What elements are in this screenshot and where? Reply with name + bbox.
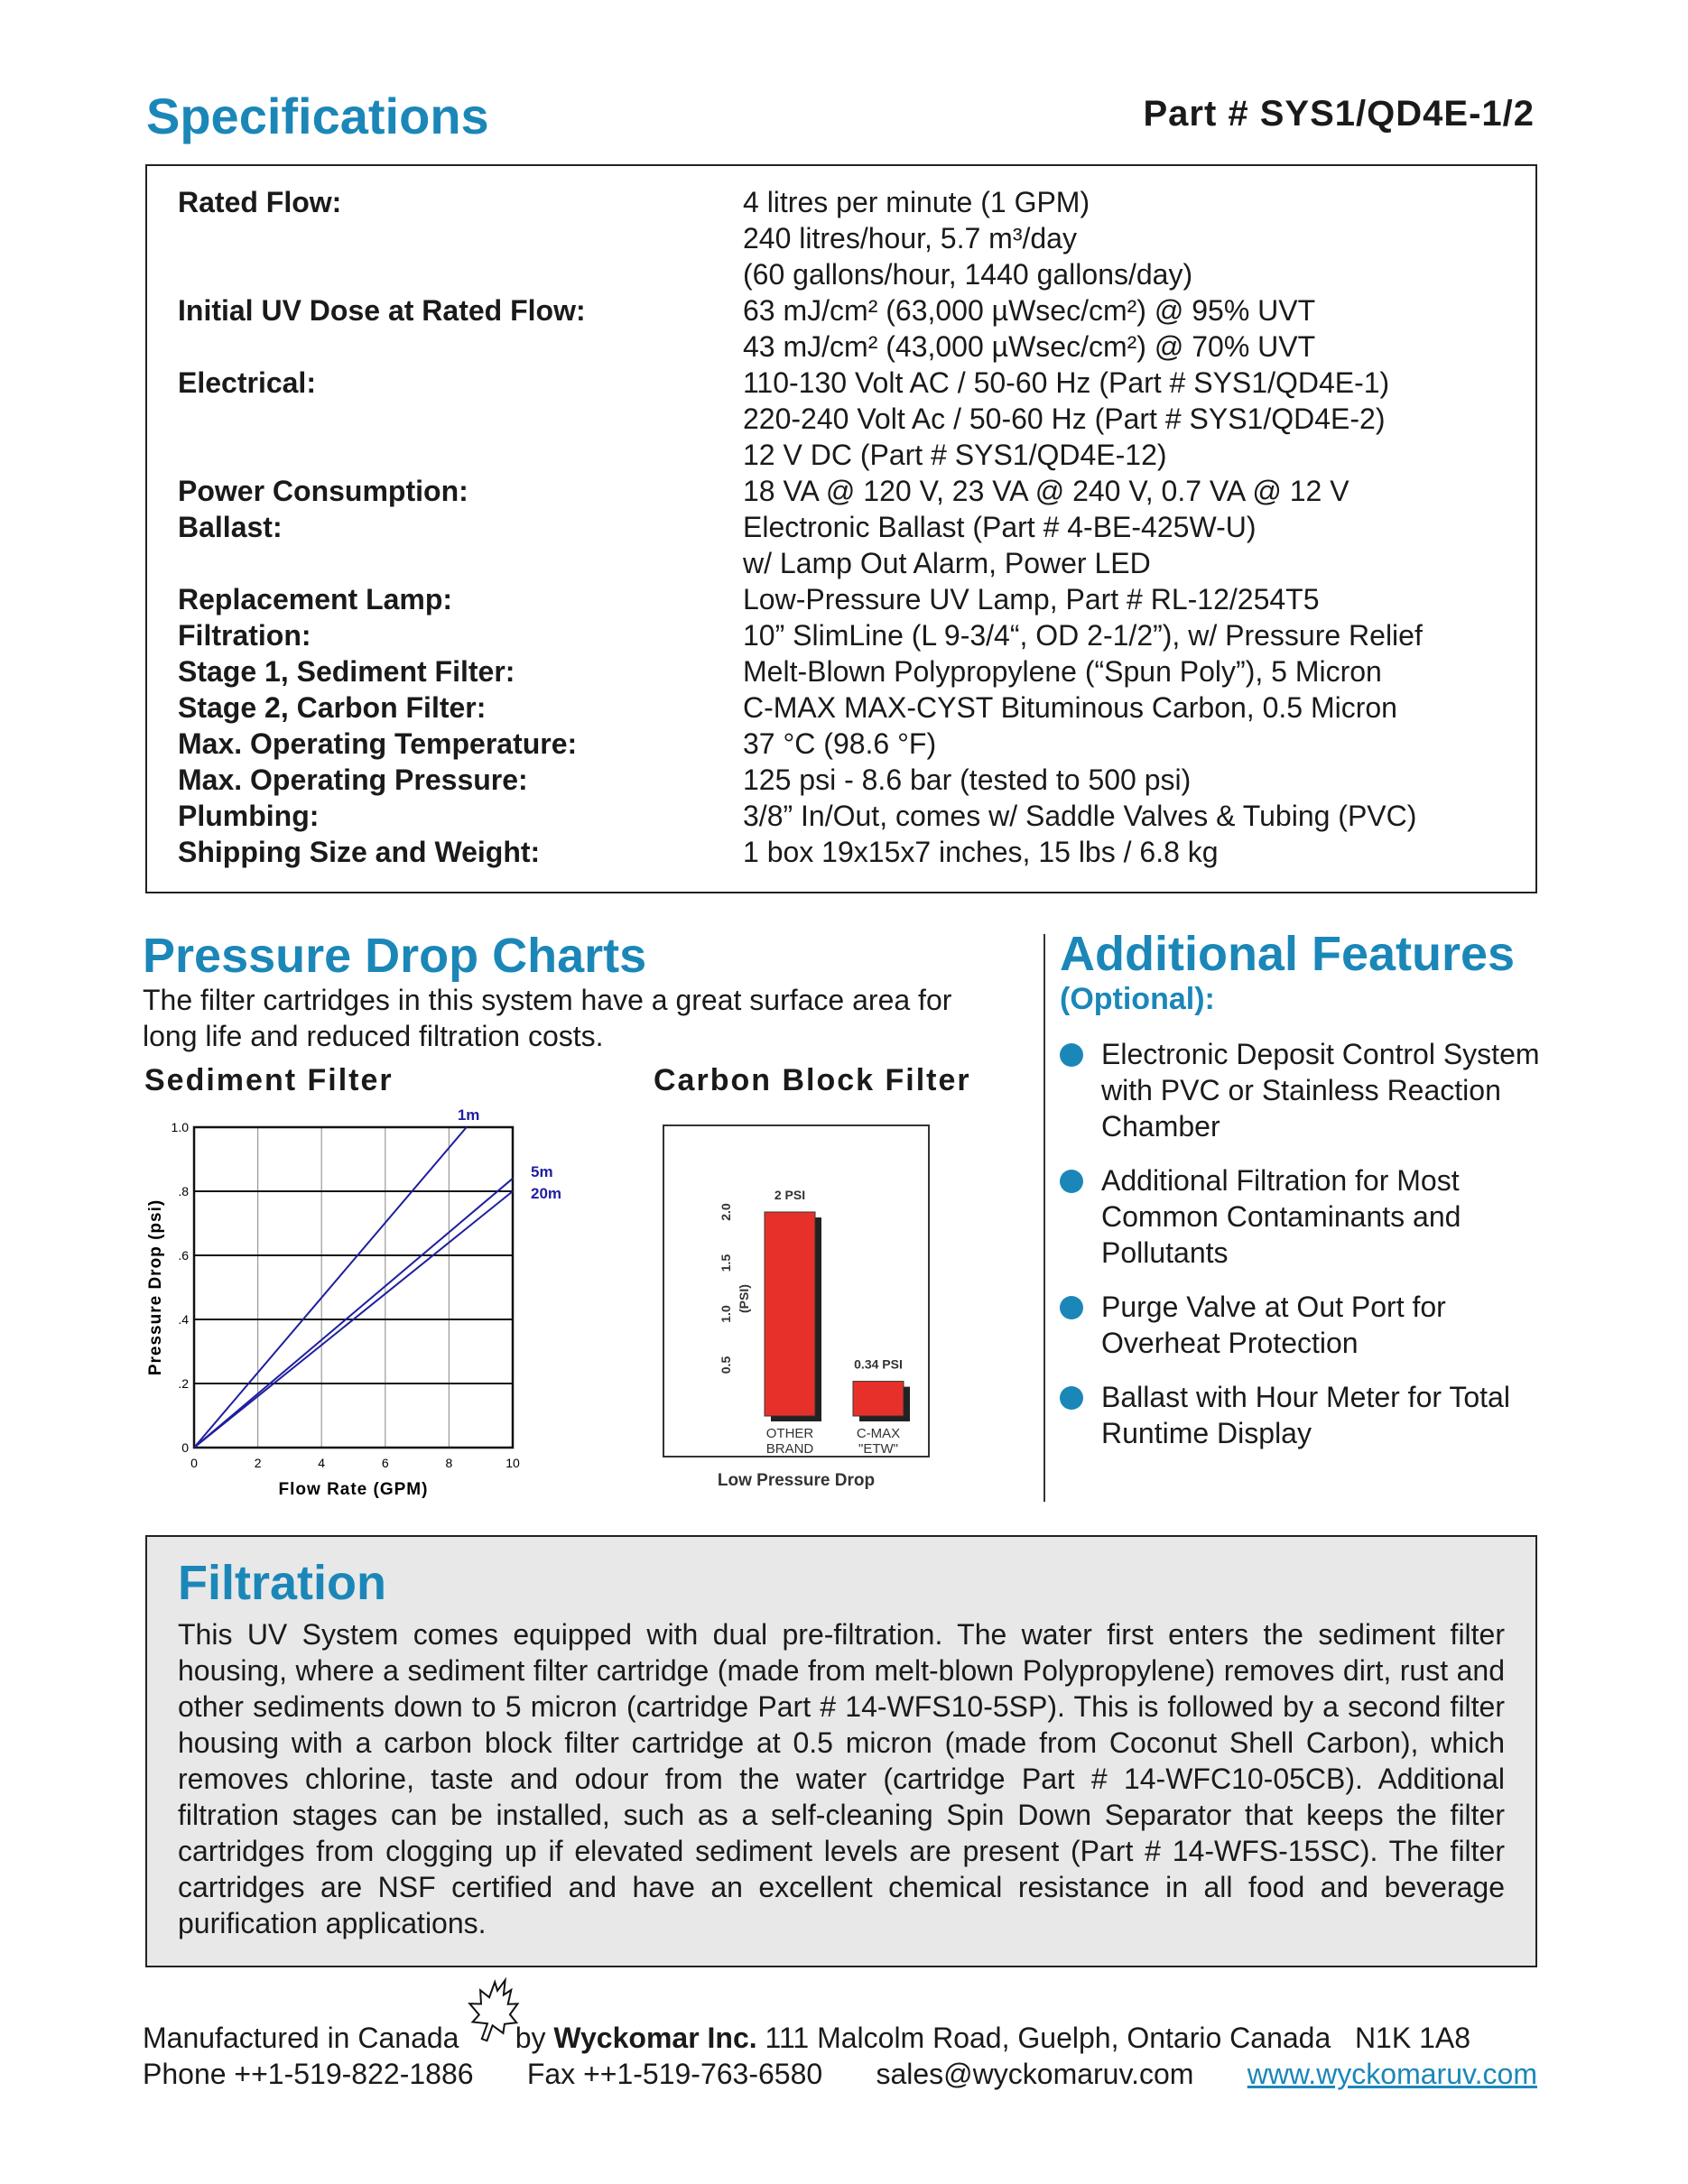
spec-value: 240 litres/hour, 5.7 m³/day [743, 222, 1077, 254]
feature-text: Electronic Deposit Control System with PVC or Stainless Reaction Chamber [1101, 1038, 1540, 1143]
feature-item [1060, 1036, 1547, 1144]
feature-item [1060, 1162, 1547, 1271]
spec-value: 220-240 Volt Ac / 50-60 Hz (Part # SYS1/QD4E-2) [743, 403, 1386, 435]
email-link[interactable]: sales@wyckomaruv.com [876, 2058, 1194, 2090]
spec-value: 18 VA @ 120 V, 23 VA @ 240 V, 0.7 VA @ 12 V [743, 475, 1349, 507]
category-label: C-MAX [856, 1426, 901, 1441]
spec-values [743, 581, 1535, 617]
spec-value: (60 gallons/hour, 1440 gallons/day) [743, 258, 1193, 291]
spec-label: Stage 1, Sediment Filter: [178, 655, 515, 688]
spec-row [147, 617, 1535, 653]
spec-label: Max. Operating Temperature: [178, 727, 578, 760]
spec-value: Low-Pressure UV Lamp, Part # RL-12/254T5 [743, 583, 1320, 615]
footer-contact-line [143, 2058, 1537, 2091]
x-axis-label: Low Pressure Drop [717, 1471, 876, 1490]
y-tick-label: 1.0 [719, 1305, 733, 1323]
data-label: 0.34 PSI [854, 1356, 903, 1372]
x-tick-label: 10 [505, 1456, 520, 1470]
spec-values [743, 798, 1535, 834]
data-label: 2 PSI [774, 1188, 806, 1202]
category-label: OTHER [765, 1426, 814, 1441]
filtration-heading: Filtration [178, 1556, 386, 1610]
spec-row [147, 798, 1535, 834]
x-tick-label: 2 [254, 1456, 262, 1470]
bullet-icon [1060, 1296, 1083, 1319]
website-link[interactable]: www.wyckomaruv.com [1247, 2058, 1537, 2090]
spec-value: C-MAX MAX-CYST Bituminous Carbon, 0.5 Micron [743, 691, 1397, 724]
spec-value: 3/8” In/Out, comes w/ Saddle Valves & Tubing (PVC) [743, 800, 1417, 832]
features-heading: Additional Features [1060, 927, 1516, 981]
spec-value: 63 mJ/cm² (63,000 µWsec/cm²) @ 95% UVT [743, 294, 1316, 327]
carbon-chart-title: Carbon Block Filter [654, 1063, 971, 1097]
spec-row [147, 834, 1535, 870]
footer-address-line [143, 2022, 1470, 2055]
spec-value: w/ Lamp Out Alarm, Power LED [743, 547, 1151, 579]
spec-values [743, 292, 1535, 365]
sediment-chart-title: Sediment Filter [144, 1063, 394, 1097]
phone: Phone ++1-519-822-1886 [143, 2058, 474, 2090]
series-label: 1m [457, 1106, 480, 1124]
x-tick-label: 0 [190, 1456, 198, 1470]
spec-label: Filtration: [178, 619, 311, 652]
spec-value: 110-130 Volt AC / 50-60 Hz (Part # SYS1/QD4E-1) [743, 366, 1390, 399]
spec-value: 10” SlimLine (L 9-3/4“, OD 2-1/2”), w/ Pressure Relief [743, 619, 1423, 652]
series-line-1m [194, 1127, 467, 1448]
y-tick-label: 0.5 [719, 1356, 733, 1374]
spec-label: Initial UV Dose at Rated Flow: [178, 294, 586, 327]
spec-row [147, 184, 1535, 292]
y-tick-label: 1.5 [719, 1254, 733, 1272]
spec-row [147, 292, 1535, 365]
made-in-canada: Manufactured in Canada [143, 2022, 459, 2054]
x-tick-label: 4 [318, 1456, 326, 1470]
x-tick-label: 6 [381, 1456, 389, 1470]
spec-row [147, 581, 1535, 617]
y-axis-label: (PSI) [737, 1284, 751, 1313]
y-tick-label: 0 [181, 1440, 189, 1455]
y-axis-label: Pressure Drop (psi) [146, 1198, 165, 1376]
spec-value: Melt-Blown Polypropylene (“Spun Poly”), 5 Micron [743, 655, 1382, 688]
spec-values [743, 509, 1535, 581]
feature-item [1060, 1379, 1547, 1451]
spec-row [147, 365, 1535, 473]
filtration-text: This UV System comes equipped with dual pre-filtration. The water first enters the sediment filter housing, where a sediment filter cartridge (made from melt-blown Polypropylene) removes dirt, rust and other sediments down to 5 micron (cartridge Part # 14-WFS10-5SP). This is followed by a second filter housing with a carbon block filter cartridge at 0.5 micron (made from Coconut Shell Carbon), which removes chlorine, taste and odour from the water (cartridge Part # 14-WFC10-05CB). Additional filtration stages can be installed, such as a self-cleaning Spin Down Separator that keeps the filter cartridges from clogging up if elevated sediment levels are present (Part # 14-WFS-15SC). The filter cartridges are NSF certified and have an excellent chemical resistance in all food and beverage purification applications. [178, 1618, 1505, 1939]
features-list [1060, 1036, 1547, 1469]
spec-values [743, 365, 1535, 473]
spec-label: Electrical: [178, 366, 316, 399]
filtration-panel [145, 1535, 1537, 1967]
series-label: 20m [531, 1185, 562, 1202]
carbon-block-chart [654, 1119, 943, 1507]
spec-label: Rated Flow: [178, 186, 342, 218]
feature-item [1060, 1289, 1547, 1361]
spec-row [147, 473, 1535, 509]
spec-value: 43 mJ/cm² (43,000 µWsec/cm²) @ 70% UVT [743, 330, 1316, 363]
spec-row [147, 653, 1535, 689]
y-tick-label: .4 [178, 1312, 189, 1327]
spec-value: 1 box 19x15x7 inches, 15 lbs / 6.8 kg [743, 836, 1219, 868]
spec-values [743, 726, 1535, 762]
spec-label: Stage 2, Carbon Filter: [178, 691, 487, 724]
sediment-filter-chart [135, 1097, 605, 1521]
footer-by: by [515, 2022, 546, 2054]
column-divider [1043, 934, 1045, 1502]
x-tick-label: 8 [445, 1456, 453, 1470]
spec-row [147, 762, 1535, 798]
feature-text: Purge Valve at Out Port for Overheat Protection [1101, 1291, 1446, 1359]
plot-frame [194, 1127, 513, 1448]
y-tick-label: 1.0 [171, 1120, 189, 1134]
spec-row [147, 509, 1535, 581]
spec-label: Replacement Lamp: [178, 583, 453, 615]
spec-row [147, 689, 1535, 726]
spec-values [743, 762, 1535, 798]
company-name: Wyckomar Inc. [553, 2022, 757, 2054]
series-label: 5m [531, 1162, 553, 1180]
category-label: BRAND [765, 1441, 814, 1457]
spec-values [743, 184, 1535, 292]
fax: Fax ++1-519-763-6580 [526, 2058, 823, 2090]
y-tick-label: 2.0 [719, 1203, 733, 1221]
spec-value: Electronic Ballast (Part # 4-BE-425W-U) [743, 511, 1257, 543]
spec-values [743, 653, 1535, 689]
spec-label: Power Consumption: [178, 475, 468, 507]
pressure-drop-intro: The filter cartridges in this system have a great surface area for long life and reduced filtration costs. [143, 984, 952, 1052]
feature-text: Ballast with Hour Meter for Total Runtime Display [1101, 1381, 1510, 1449]
spec-value: 4 litres per minute (1 GPM) [743, 186, 1090, 218]
spec-label: Ballast: [178, 511, 283, 543]
category-label: "ETW" [858, 1441, 898, 1457]
bullet-icon [1060, 1043, 1083, 1067]
spec-value: 125 psi - 8.6 bar (tested to 500 psi) [743, 763, 1192, 796]
company-address: 111 Malcolm Road, Guelph, Ontario Canada N1K 1A8 [765, 2022, 1471, 2054]
spec-value: 37 °C (98.6 °F) [743, 727, 937, 760]
bullet-icon [1060, 1386, 1083, 1410]
bullet-icon [1060, 1170, 1083, 1193]
spec-value: 12 V DC (Part # SYS1/QD4E-12) [743, 439, 1167, 471]
bar [765, 1212, 815, 1416]
series-line-5m [194, 1179, 513, 1448]
feature-text: Additional Filtration for Most Common Contaminants and Pollutants [1101, 1164, 1461, 1269]
pressure-drop-heading: Pressure Drop Charts [143, 929, 647, 983]
spec-label: Plumbing: [178, 800, 320, 832]
spec-values [743, 473, 1535, 509]
spec-values [743, 834, 1535, 870]
y-tick-label: .2 [178, 1376, 189, 1391]
y-tick-label: .6 [178, 1248, 189, 1263]
bar [853, 1382, 904, 1416]
spec-row [147, 726, 1535, 762]
part-number: Part # SYS1/QD4E-1/2 [1143, 94, 1535, 134]
spec-values [743, 689, 1535, 726]
features-subtitle: (Optional): [1060, 982, 1215, 1016]
x-axis-label: Flow Rate (GPM) [278, 1480, 429, 1499]
y-tick-label: .8 [178, 1184, 189, 1198]
page-title: Specifications [146, 88, 489, 144]
spec-values [743, 617, 1535, 653]
specifications-table [145, 164, 1537, 893]
spec-label: Max. Operating Pressure: [178, 763, 528, 796]
spec-label: Shipping Size and Weight: [178, 836, 541, 868]
